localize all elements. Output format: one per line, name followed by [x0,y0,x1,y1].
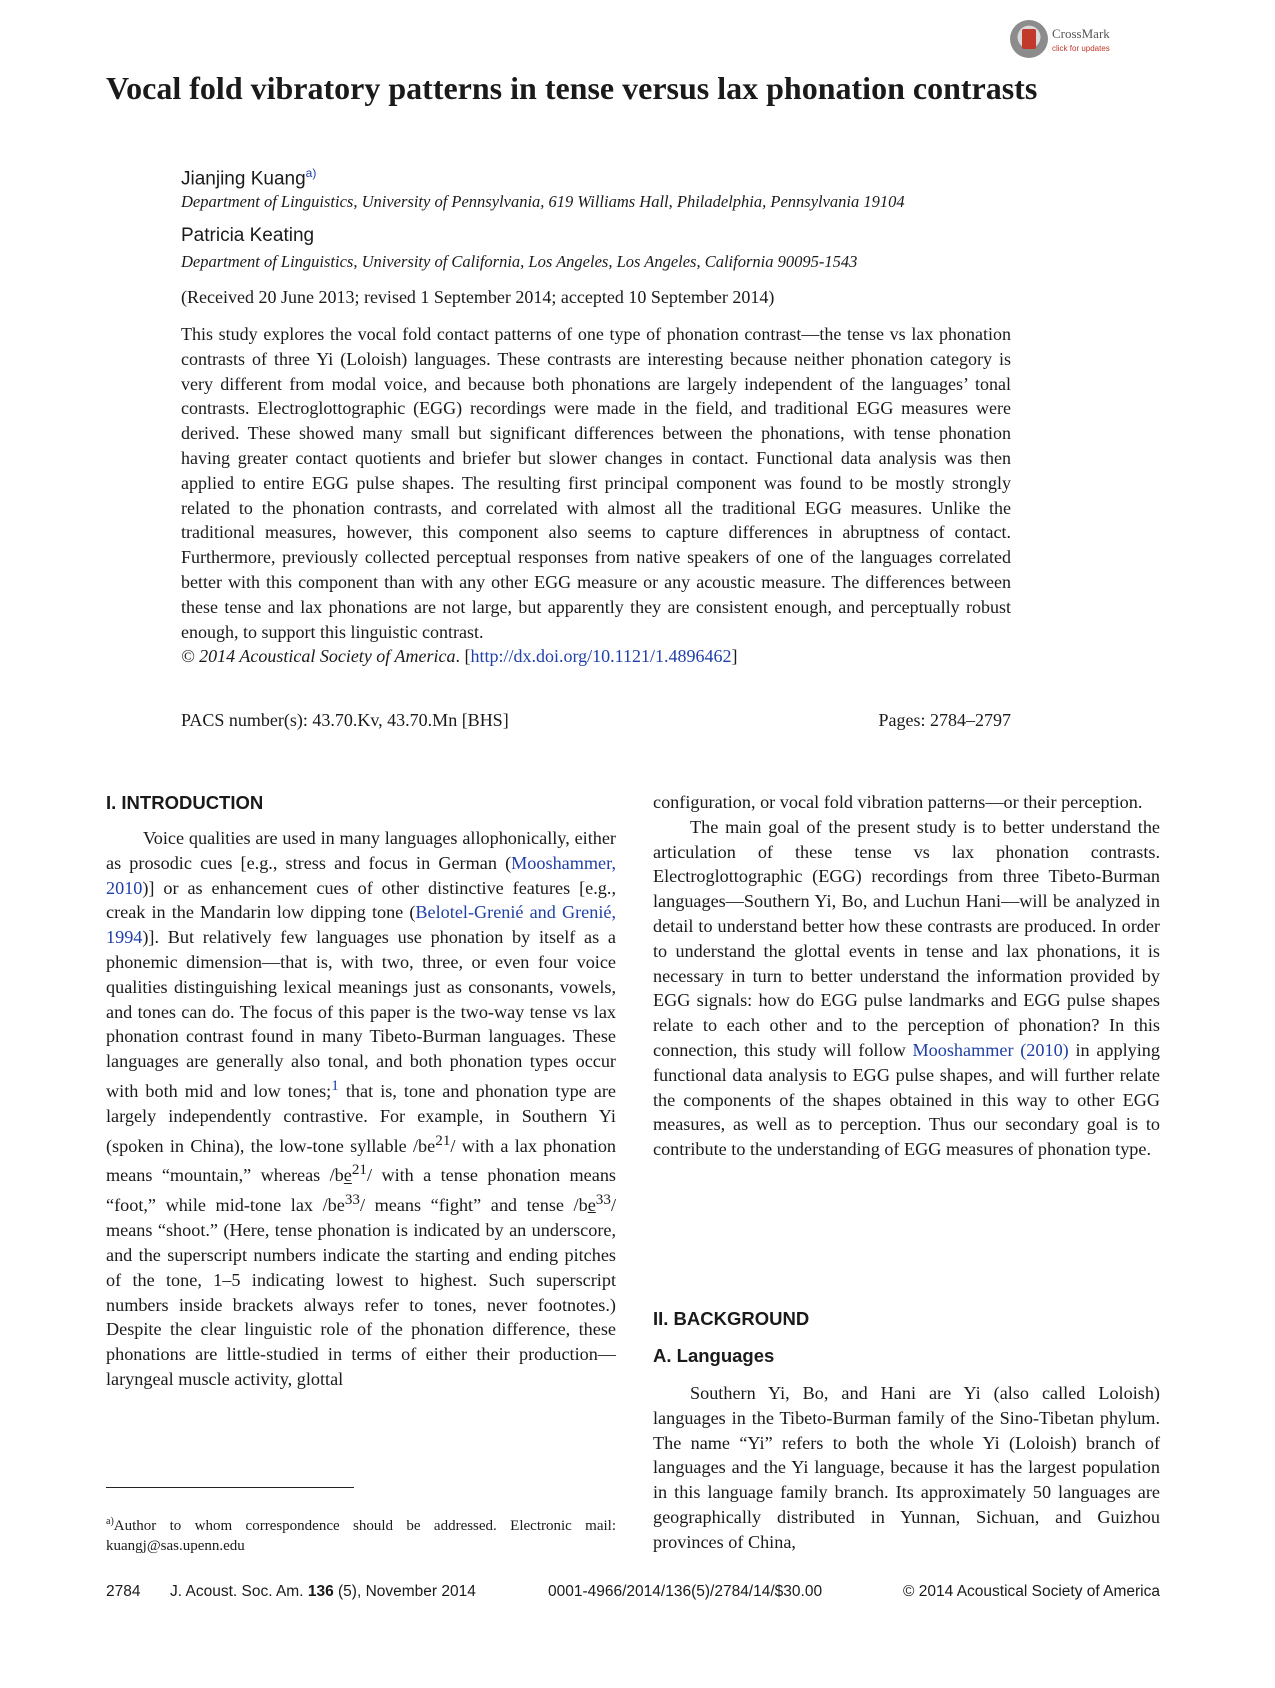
section-heading-background: II. BACKGROUND [653,1308,810,1329]
doi-link[interactable]: http://dx.doi.org/10.1121/1.4896462 [470,646,732,667]
footnote-ref-link[interactable]: 1 [331,1076,339,1094]
citation-link[interactable]: Mooshammer, 2010 [106,852,616,898]
author-affiliation: Department of Linguistics, University of Pennsylvania, 619 Williams Hall, Philadelphia, Pennsylvania 19104 [181,192,905,211]
author-footnote-mark[interactable]: a) [305,166,317,180]
page-range: Pages: 2784–2797 [878,710,1011,730]
footer-copyright: © 2014 Acoustical Society of America [903,1583,1160,1600]
paragraph: The main goal of the present study is to better understand the articulation of these tense vs lax phonation contrasts. Electroglottographic (EGG) recordings from three Tibeto-Burman languages—Southern Yi, Bo, and Luchun Hani—will be analyzed in detail to understand better how these contrasts are produced. In order to understand the glottal events in tense and lax phonations, it is necessary in turn to better understand the information provided by EGG signals: how do EGG pulse landmarks and EGG pulse shapes relate to each other and to the perception of phonation? In this connection, this study will follow Mooshammer (2010) in applying functional data analysis to EGG pulse shapes, and will further relate the components of the shapes obtained in this way to other EGG measures, as well as to perception. Thus our secondary goal is to contribute to the understanding of EGG measures of phonation type. [653,816,1160,1160]
bookmark-icon [1022,29,1036,49]
author-name [181,166,316,190]
abstract-copyright: © 2014 Acoustical Society of America [181,646,456,667]
article-code: 0001-4966/2014/136(5)/2784/14/$30.00 [548,1583,823,1600]
right-column-body [653,790,1160,1162]
section-heading-introduction: I. INTRODUCTION [106,792,264,813]
received-dates: (Received 20 June 2013; revised 1 September 2014; accepted 10 September 2014) [181,287,775,307]
pacs-numbers: PACS number(s): 43.70.Kv, 43.70.Mn [BHS] [181,710,509,730]
crossmark-logo[interactable] [1010,20,1128,62]
citation-link[interactable]: Mooshammer (2010) [912,1039,1069,1060]
footnote-text: Author to whom correspondence should be addressed. Electronic mail: kuangj@sas.upenn.edu [106,1518,616,1554]
footnote-mark: a) [106,1516,114,1527]
author-name: Patricia Keating [181,225,315,246]
introduction-body [106,826,616,1392]
subsection-heading-languages: A. Languages [653,1345,775,1366]
author-affiliation: Department of Linguistics, University of California, Los Angeles, Los Angeles, California 90095-1543 [181,252,858,271]
footnote-divider [106,1487,354,1488]
footnote [106,1512,616,1556]
paragraph: Voice qualities are used in many languages allophonically, either as prosodic cues [e.g., stress and focus in German (Mooshammer, 2010)] or as enhancement cues of other distinctive features [e.g., creak in the Mandarin low dipping tone (Belotel-Grenié and Grenié, 1994)]. But relatively few languages use phonation by itself as a phonemic dimension—that is, with two, three, or even four voice qualities distinguishing lexical meanings just as consonants, vowels, and tones can do. The focus of this paper is the two-way tense vs lax phonation contrast found in many Tibeto-Burman languages. These languages are generally also tonal, and both phonation types occur with both mid and low tones;$^1$ that is, tone and phonation type are largely independently contrastive. For example, in Southern Yi (spoken in China), the low-tone syllable $/be^{21}/$ with a lax phonation means “mountain,” whereas $/be^{21}/$ with a tense phonation means “foot,” while mid-tone lax $/be^{33}/$ means “fight” and tense $/be^{33}/$ means “shoot.” (Here, tense phonation is indicated by an underscore, and the superscript numbers indicate the starting and ending pitches of the tone, 1–5 indicating lowest to highest. Such superscript numbers inside brackets always refer to tones, never footnotes.) Despite the clear linguistic role of the phonation difference, these phonations are little-studied in terms of either their production—laryngeal muscle activity, glottal [106,828,617,1389]
paper-title: Vocal fold vibratory patterns in tense versus lax phonation contrasts [106,70,1038,106]
paragraph: Southern Yi, Bo, and Hani are Yi (also called Loloish) languages in the Tibeto-Burman family of the Sino-Tibetan phylum. The name “Yi” refers to both the whole Yi (Loloish) branch of languages and the Yi language, because it has the largest population in this language family branch. Its approximately 50 languages are geographically distributed in Yunnan, Sichuan, and Guizhou provinces of China, [653,1383,1160,1552]
abstract-text: This study explores the vocal fold contact patterns of one type of phonation contrast—the tense vs lax phonation contrasts of three Yi (Loloish) languages. These contrasts are interesting because neither phonation category is very different from modal voice, and because both phonations are largely independent of the languages’ tonal contrasts. Electroglottographic (EGG) recordings were made in the field, and traditional EGG measures were derived. These showed many small but significant differences between the phonations, with tense phonation having greater contact quotients and briefer but slower changes in contact. Functional data analysis was then applied to entire EGG pulse shapes. The resulting first principal component was found to be mostly strongly related to the phonation contrasts, and correlated with almost all the traditional EGG measures. Unlike the traditional measures, however, this component also seems to capture differences in abruptness of contact. Furthermore, previously collected perceptual responses from native speakers of one of the languages correlated better with this component than with any other EGG measure or any acoustic measure. The differences between these tense and lax phonations are not large, but apparently they are consistent enough, and perceptually robust enough, to support this linguistic contrast. [181,324,1011,642]
journal-citation: J. Acoust. Soc. Am. 136 (5), November 2014 [170,1583,476,1600]
crossmark-sub: click for updates [1052,44,1110,53]
languages-body [653,1381,1160,1555]
paragraph: configuration, or vocal fold vibration patterns—or their perception. [653,792,1143,812]
crossmark-label: CrossMark [1052,26,1110,41]
page-number: 2784 [106,1583,141,1600]
abstract: This study explores the vocal fold contact patterns of one type of phonation contrast—the tense vs lax phonation contrasts of three Yi (Loloish) languages. These contrasts are interesting because neither phonation category is very different from modal voice, and because both phonations are largely independent of the languages’ tonal contrasts. Electroglottographic (EGG) recordings were made in the field, and traditional EGG measures were derived. These showed many small but significant differences between the phonations, with tense phonation having greater contact quotients and briefer but slower changes in contact. Functional data analysis was then applied to entire EGG pulse shapes. The resulting first principal component was found to be mostly strongly related to the phonation contrasts, and correlated with almost all the traditional EGG measures. Unlike the traditional measures, however, this component also seems to capture differences in abruptness of contact. Furthermore, previously collected perceptual responses from native speakers of one of the languages correlated better with this component than with any other EGG measure or any acoustic measure. The differences between these tense and lax phonations are not large, but apparently they are consistent enough, and perceptually robust enough, to support this linguistic contrast. © 2014 Acoustical Society of America. [http://dx.doi.org/10.1121/1.4896462] [181,324,1011,667]
citation-link[interactable]: Belotel-Grenié and Grenié, 1994 [106,902,616,948]
author-name-text: Jianjing Kuang [181,168,306,190]
